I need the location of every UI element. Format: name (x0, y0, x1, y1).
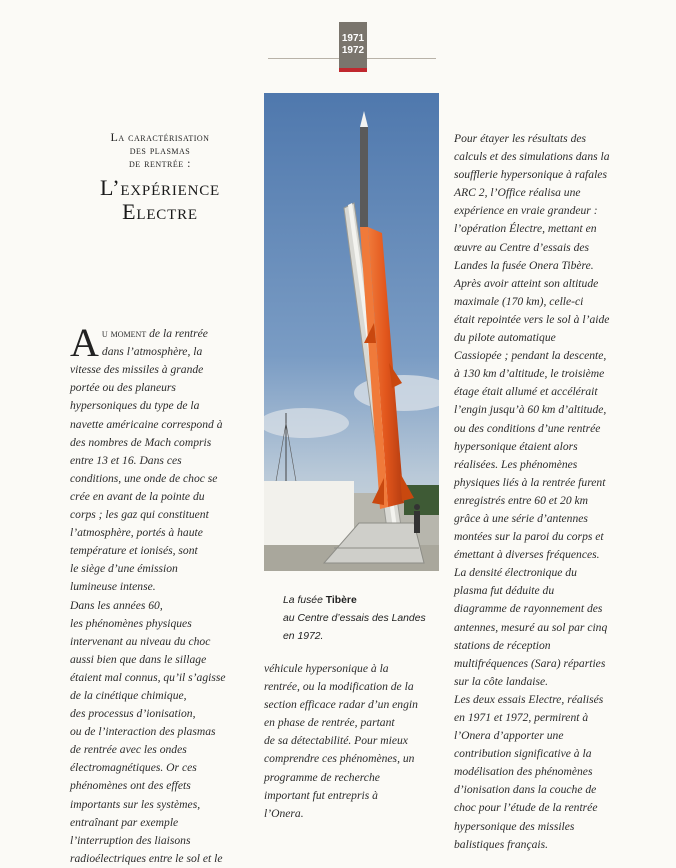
caption-rocket-name: Tibère (325, 595, 357, 606)
caption-prefix: La fusée (283, 595, 326, 606)
text-column-left (70, 306, 252, 868)
rocket-photo-illustration (264, 93, 439, 571)
year-1972: 1972 (341, 45, 365, 56)
building (264, 481, 354, 551)
lead-in-small-caps: u moment (101, 326, 147, 341)
text-column-middle: véhicule hypersonique à la rentrée, ou la modification de la section efficace radar d’un engin en phase de rentrée, partant de sa détectabilité. Pour mieux comprendre ces phénomènes, un programme de recherche important fut entrepris à l’Onera. (264, 662, 418, 820)
rocket-photo (264, 93, 439, 571)
text-column-right: Pour étayer les résultats des calculs et des simulations dans la soufflerie hypersonique à rafales ARC 2, l’Office réalisa une expérience en vraie grandeur : l’opération Électre, mettant en œuvre au Centre d’essais des Landes la fusée Onera Tibère. Après avoir atteint son altitude maximale (170 km), celle-ci était repointée vers le sol à l’aide du pilote automatique Cassiopée ; pendant la descente, à 130 km d’altitude, le troisième étage était allumé et accélérait l’engin jusqu’à 60 km d’altitude, ou des conditions d’une rentrée hypersonique étaient alors réalisées. Les phénomènes physiques liés à la rentrée furent enregistrés entre 60 et 20 km grâce à une série d’antennes montées sur la paroi du corps et émettant à diverses fréquences. La densité électronique du plasma fut déduite du diagramme de rayonnement des antennes, mesuré au sol par cinq stations de réception multifréquences (Sara) réparties sur la côte landaise. Les deux essais Electre, réalisés en 1971 et 1972, permirent à l’Onera d’apporter une contribution significative à la modélisation des phénomènes d’ionisation dans la couche de choc pour l’étude de la rentrée hypersonique des missiles balistiques français. (454, 132, 610, 851)
left-column-text: de la rentrée dans l’atmosphère, la vitesse des missiles à grande portée ou des planeurs hypersoniques du type de la navette américaine correspond à des nombres de Mach compris entre 13 et 16. Dans ces conditions, une onde de choc se crée en avant de la pointe du corps ; les gaz qui constituent l’atmosphère, portés à haute température et ionisés, sont le siège d’une émission lumineuse intense. Dans les années 60, les phénomènes physiques intervenant au niveau du choc aussi bien que dans le sillage étaient mal connus, qu’il s’agisse de la cinétique chimique, des processus d’ionisation, ou de l’interaction des plasmas de rentrée avec les ondes électromagnétiques. Or ces phénomènes ont des effets importants sur les systèmes, entraînant par exemple l’interruption des liaisons radioélectriques entre le sol et le (70, 327, 226, 865)
year-1971: 1971 (341, 33, 365, 44)
year-badge (339, 22, 367, 68)
photo-caption (283, 592, 433, 646)
rocket-upper-stage (360, 127, 368, 227)
title-block (70, 131, 250, 224)
person (414, 511, 420, 533)
caption-line-3: en 1972. (283, 631, 324, 642)
drop-cap: A (70, 320, 99, 366)
year-badge-red-bar (339, 68, 367, 72)
caption-line-2: au Centre d’essais des Landes (283, 613, 426, 624)
article-title: L’expérience Electre (99, 175, 220, 224)
trees (404, 485, 439, 515)
caption-line-1 (283, 592, 433, 610)
article-kicker: La caractérisation des plasmas de rentrée : (110, 130, 210, 170)
